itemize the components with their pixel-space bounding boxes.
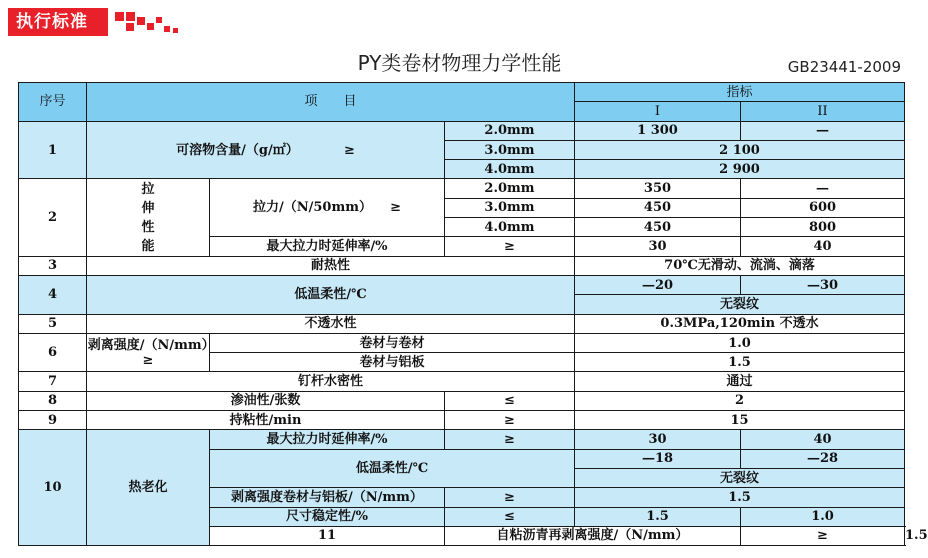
row-name: 持粘性/min xyxy=(87,411,445,430)
operator: ≤ xyxy=(445,391,575,410)
operator: ≥ xyxy=(445,237,575,256)
sub-item-label: 卷材与铝板 xyxy=(210,353,575,372)
value-cell: 70℃无滑动、流淌、滴落 xyxy=(575,256,905,275)
row-no: 3 xyxy=(19,256,87,275)
value-cell: 2 900 xyxy=(575,160,905,179)
value-cell: 1 300 xyxy=(575,121,741,140)
table-row xyxy=(19,256,905,275)
table-row xyxy=(19,372,905,391)
value-cell: 1.5 xyxy=(575,353,905,372)
value-cell: —28 xyxy=(741,449,905,468)
sub-item-label: 剥离强度卷材与铝板/（N/mm） xyxy=(210,488,445,507)
value-cell: —30 xyxy=(741,275,905,294)
row-no: 1 xyxy=(19,121,87,179)
value-cell: 350 xyxy=(575,179,741,198)
sub-item-label: 最大拉力时延伸率/% xyxy=(210,237,445,256)
table-row xyxy=(19,275,905,294)
operator: ≤ xyxy=(445,507,575,526)
header-grade-1: I xyxy=(575,102,741,121)
value-cell: 2 xyxy=(575,391,905,410)
sub-item-label: 低温柔性/℃ xyxy=(210,449,575,488)
table-row: 11 自粘沥青再剥离强度/（N/mm） ≥ 1.5 xyxy=(19,526,905,545)
table-header-row xyxy=(19,83,905,102)
table-row xyxy=(19,179,905,198)
value-cell: 40 xyxy=(741,430,905,449)
sub-item-label: 最大拉力时延伸率/% xyxy=(210,430,445,449)
row-name: 钉杆水密性 xyxy=(87,372,575,391)
thickness-label: 2.0mm xyxy=(445,121,575,140)
group-label: 拉伸性能 xyxy=(87,179,210,256)
value-cell: 40 xyxy=(741,237,905,256)
thickness-label: 4.0mm xyxy=(445,160,575,179)
value-cell: 1.5 xyxy=(575,507,741,526)
value-cell: 通过 xyxy=(575,372,905,391)
value-cell: 1.0 xyxy=(741,507,905,526)
operator: ≥ xyxy=(741,526,905,545)
row-name: 剥离强度/（N/mm）≥ xyxy=(87,333,210,372)
row-no: 11 xyxy=(210,526,445,545)
value-cell: 0.3MPa,120min 不透水 xyxy=(575,314,905,333)
value-cell: 1.5 xyxy=(575,488,905,507)
value-cell: —20 xyxy=(575,275,741,294)
table-row xyxy=(19,430,905,449)
header-grade-2: II xyxy=(741,102,905,121)
value-cell: 1.0 xyxy=(575,333,905,352)
sub-item-label: 尺寸稳定性/% xyxy=(210,507,445,526)
table-row xyxy=(19,314,905,333)
operator: ≥ xyxy=(445,411,575,430)
value-cell: 600 xyxy=(741,198,905,217)
table-row xyxy=(19,391,905,410)
sub-item-label: 卷材与卷材 xyxy=(210,333,575,352)
row-name: 热老化 xyxy=(87,430,210,546)
value-cell: —18 xyxy=(575,449,741,468)
decorative-squares xyxy=(115,9,185,36)
value-cell: 450 xyxy=(575,218,741,237)
table-row xyxy=(19,121,905,140)
row-no: 10 xyxy=(19,430,87,546)
header-no: 序号 xyxy=(19,83,87,122)
operator: ≥ xyxy=(445,488,575,507)
standard-code: GB23441-2009 xyxy=(787,58,901,76)
value-cell: 无裂纹 xyxy=(575,295,905,314)
operator: ≥ xyxy=(445,430,575,449)
row-name: 不透水性 xyxy=(87,314,575,333)
row-no: 6 xyxy=(19,333,87,372)
thickness-label: 3.0mm xyxy=(445,198,575,217)
value-cell: 无裂纹 xyxy=(575,468,905,487)
table-row xyxy=(19,411,905,430)
row-no: 8 xyxy=(19,391,87,410)
row-name: 低温柔性/℃ xyxy=(87,275,575,314)
row-name: 渗油性/张数 xyxy=(87,391,445,410)
spec-table xyxy=(18,82,928,546)
row-name: 自粘沥青再剥离强度/（N/mm） xyxy=(445,526,741,545)
thickness-label: 4.0mm xyxy=(445,218,575,237)
row-no: 2 xyxy=(19,179,87,256)
header-item: 项 目 xyxy=(87,83,575,122)
value-cell: 450 xyxy=(575,198,741,217)
value-cell: 800 xyxy=(741,218,905,237)
thickness-label: 2.0mm xyxy=(445,179,575,198)
row-name: 耐热性 xyxy=(87,256,575,275)
row-no: 4 xyxy=(19,275,87,314)
row-no: 5 xyxy=(19,314,87,333)
row-name: 拉力/（N/50mm） ≥ xyxy=(210,179,445,237)
table-row xyxy=(19,333,905,352)
value-cell: — xyxy=(741,179,905,198)
value-cell: 30 xyxy=(575,430,741,449)
document-title: PY类卷材物理力学性能 xyxy=(357,51,562,75)
value-cell: 30 xyxy=(575,237,741,256)
value-cell: — xyxy=(741,121,905,140)
thickness-label: 3.0mm xyxy=(445,140,575,159)
value-cell: 2 100 xyxy=(575,140,905,159)
row-no: 9 xyxy=(19,411,87,430)
row-no: 7 xyxy=(19,372,87,391)
header-index: 指标 xyxy=(575,83,905,102)
value-cell: 15 xyxy=(575,411,905,430)
section-badge: 执行标准 xyxy=(8,8,108,36)
row-name: 可溶物含量/（g/㎡） ≥ xyxy=(87,121,445,179)
